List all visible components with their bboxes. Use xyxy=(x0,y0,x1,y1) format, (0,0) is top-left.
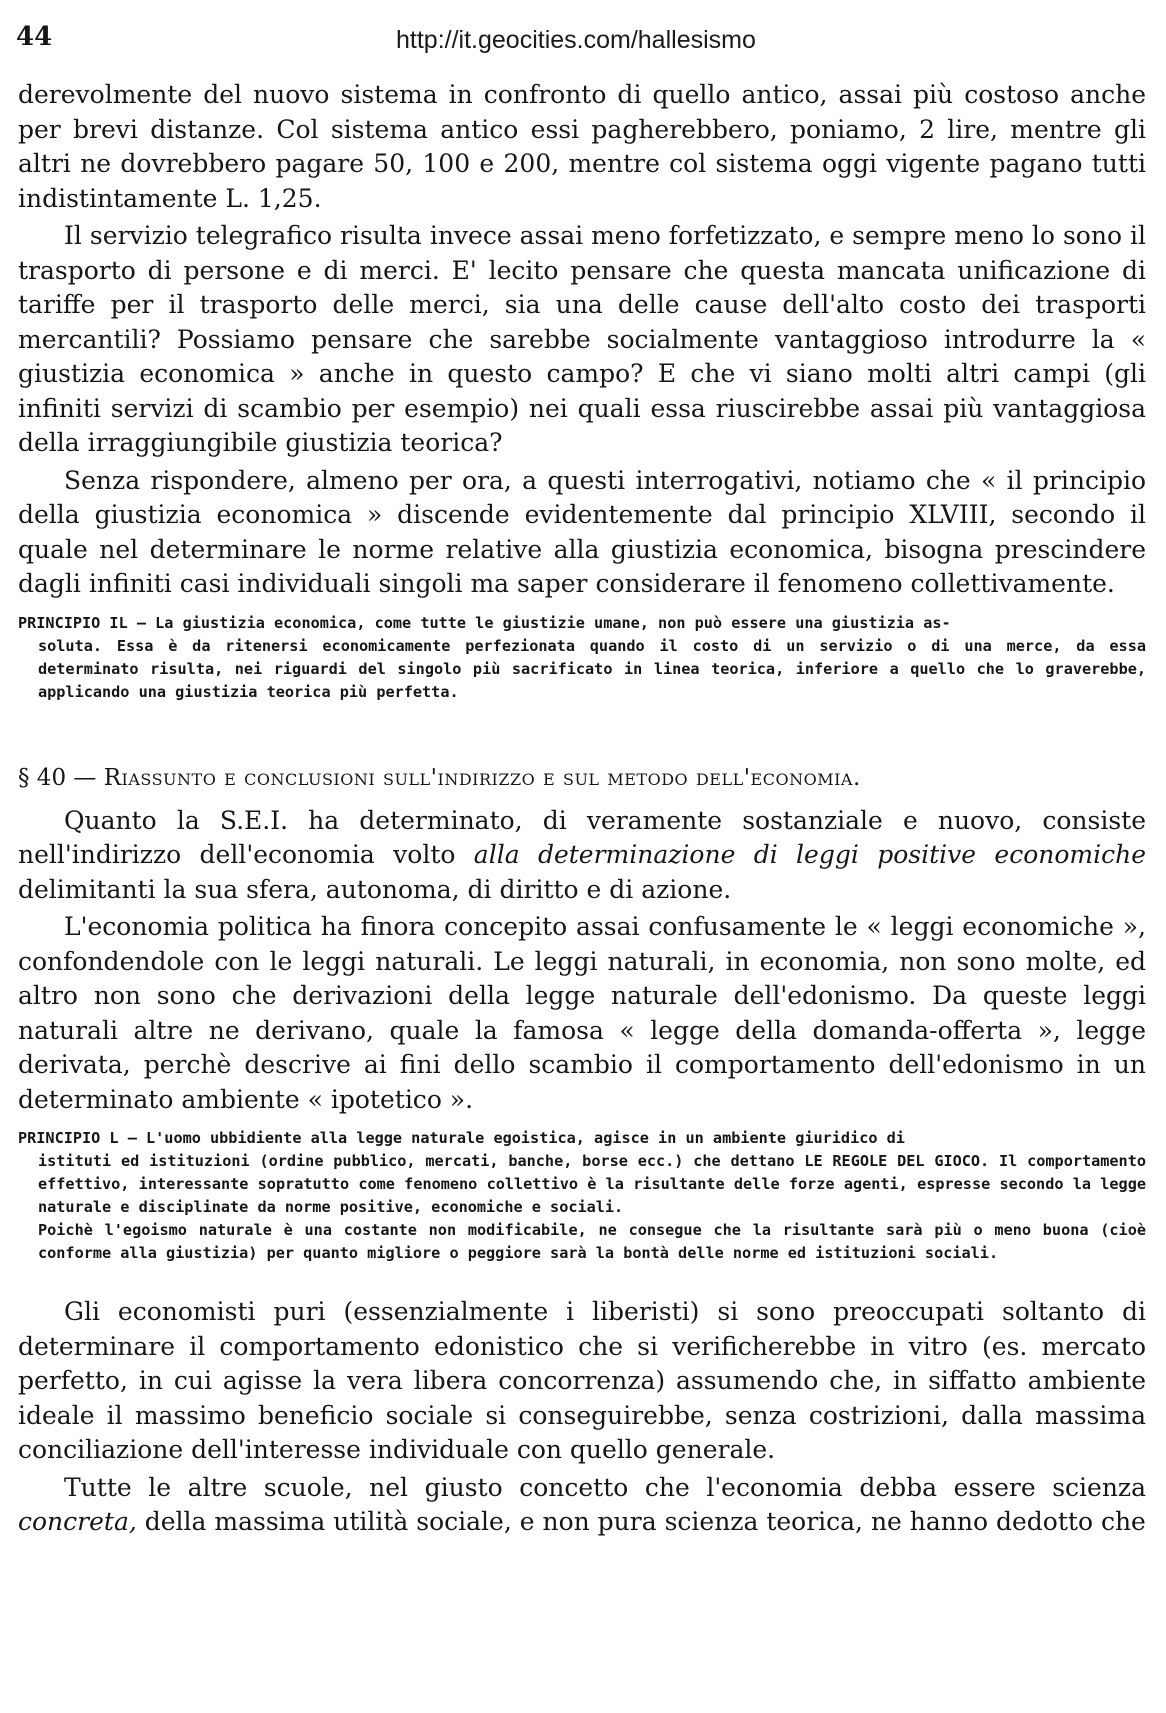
q1-start: Quanto la S.E.I. ha determinato, di veramente sostanziale e nuovo, consiste nell'indirizzo dell'economia volto xyxy=(18,805,1146,869)
principio-l-first: L'uomo ubbidiente alla legge naturale egoistica, agisce in un ambiente giuridico di xyxy=(146,1129,905,1147)
principio-il-label: PRINCIPIO IL — xyxy=(18,613,156,632)
section-heading xyxy=(18,762,1146,794)
page-header xyxy=(16,22,1150,62)
f2-end: della massima utilità sociale, e non pura scienza teorica, ne hanno dedotto che xyxy=(136,1507,1146,1536)
principio-il-first-line xyxy=(18,612,1146,635)
principio-l-second: Poichè l'egoismo naturale è una costante non modificabile, ne consegue che la risultante sarà più o meno buona (cioè conforme alla giustizia) per quanto migliore o peggiore sarà la bontà delle norme ed istituzioni sociali. xyxy=(38,1221,1146,1262)
principio-l-label: PRINCIPIO L — xyxy=(18,1129,147,1147)
paragraph-quanto-la-sei xyxy=(18,804,1146,908)
page-body xyxy=(18,78,1146,1540)
principio-il-first: La giustizia economica, come tutte le giustizie umane, non può essere una giustizia as- xyxy=(155,613,951,632)
q1-emphasis: alla determinazione di leggi positive economiche xyxy=(473,840,1146,869)
paragraph-continuation: derevolmente del nuovo sistema in confronto di quello antico, assai più costoso anche per brevi distanze. Col sistema antico essi pagherebbero, poniamo, 2 lire, mentre gli altri ne dovrebbero pagare 50, 100 e 200, mentre col sistema oggi vigente pagano tutti indistintamente L. 1,25. xyxy=(18,80,1146,213)
page-number: 44 xyxy=(16,22,53,52)
section-title: Riassunto e conclusioni sull'indirizzo e sul metodo dell'economia. xyxy=(103,764,861,791)
section-number: § 40 — xyxy=(18,764,104,791)
paragraph-senza-rispondere: Senza rispondere, almeno per ora, a questi interrogativi, notiamo che « il principio della giustizia economica » discende evidentemente dal principio XLVIII, secondo il quale nel determinare le norme relative alla giustizia economica, bisogna prescindere dagli infiniti casi individuali singoli ma saper considerare il fenomeno collettivamente. xyxy=(18,465,1146,598)
f2-emphasis: concreta, xyxy=(18,1507,137,1536)
paragraph-economisti-puri: Gli economisti puri (essenzialmente i liberisti) si sono preoccupati soltanto di determinare il comportamento edonistico che si verificherebbe in vitro (es. mercato perfetto, in cui agisse la vera libera concorrenza) assumendo che, in siffatto ambiente ideale il massimo beneficio sociale si conseguirebbe, senza costrizioni, dalla massima conciliazione dell'interesse individuale con quello generale. xyxy=(18,1297,1146,1464)
q1-end: delimitanti la sua sfera, autonoma, di diritto e di azione. xyxy=(18,874,732,904)
principio-l-block xyxy=(18,1127,1146,1265)
paragraph-telegrafico: Il servizio telegrafico risulta invece assai meno forfetizzato, e sempre meno lo sono il trasporto di persone e di merci. E' lecito pensare che questa mancata unificazione di tariffe per il trasporto delle merci, sia una delle cause dell'alto costo dei trasporti mercantili? Possiamo pensare che sarebbe socialmente vantaggioso introdurre la « giustizia economica » anche in questo campo? E che vi siano molti altri campi (gli infiniti servizi di scambio per esempio) nei quali essa riuscirebbe assai più vantaggiosa della irraggiungibile giustizia teorica? xyxy=(18,221,1146,457)
principio-il-block xyxy=(18,612,1146,704)
f2-start: Tutte le altre scuole, nel giusto concetto che l'economia debba essere scienza xyxy=(64,1472,1146,1502)
source-url: http://it.geocities.com/hallesismo xyxy=(396,26,756,54)
principio-l-text: istituti ed istituzioni (ordine pubblico, mercati, banche, borse ecc.) che dettano LE REGOLE DEL GIOCO. Il comportamento effettivo, interessante sopratutto come fenomeno collettivo è la risultante delle forze agenti, espresse secondo la legge naturale e disciplinate da norme positive, economiche e sociali. xyxy=(38,1152,1146,1216)
paragraph-economia-politica: L'economia politica ha finora concepito assai confusamente le « leggi economiche », confondendole con le leggi naturali. Le leggi naturali, in economia, non sono molte, ed altro non sono che derivazioni della legge naturale dell'edonismo. Da queste leggi naturali altre ne derivano, quale la famosa « legge della domanda-offerta », legge derivata, perchè descrive ai fini dello scambio il comportamento dell'edonismo in un determinato ambiente « ipotetico ». xyxy=(18,912,1146,1114)
principio-l-first-line xyxy=(18,1127,1146,1150)
paragraph-tutte-le-altre xyxy=(18,1471,1146,1540)
principio-il-text: soluta. Essa è da ritenersi economicamente perfezionata quando il costo di un servizio o di una merce, da essa determinato risulta, nei riguardi del singolo più sacrificato in linea teorica, inferiore a quello che lo graverebbe, applicando una giustizia teorica più perfetta. xyxy=(38,636,1146,701)
